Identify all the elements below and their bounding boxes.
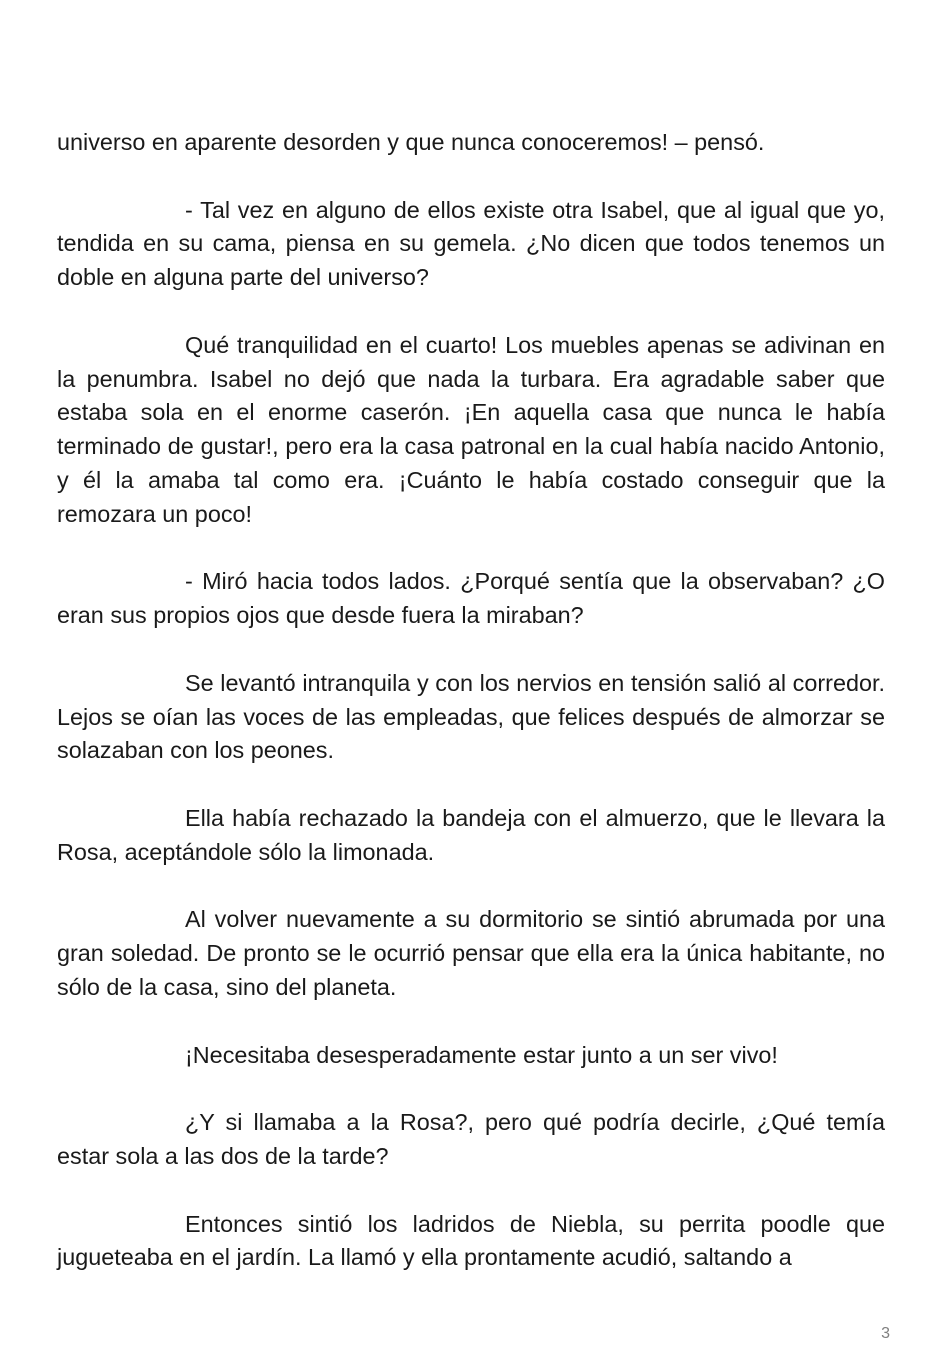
paragraph-8: ¡Necesitaba desesperadamente estar junto a un ser vivo! [185, 1041, 778, 1068]
paragraph-5: Se levantó intranquila y con los nervios en tensión salió al corredor. Lejos se oían las voces de las empleadas, que felices después de almorzar se solazaban con los peones. [57, 669, 885, 764]
paragraph-6: Ella había rechazado la bandeja con el almuerzo, que le llevara la Rosa, aceptándole sólo la limonada. [57, 804, 885, 865]
paragraph-7: Al volver nuevamente a su dormitorio se sintió abrumada por una gran soledad. De pronto se le ocurrió pensar que ella era la única habitante, no sólo de la casa, sino del planeta. [57, 906, 885, 1000]
paragraph-9: ¿Y si llamaba a la Rosa?, pero qué podría decirle, ¿Qué temía estar sola a las dos de la tarde? [57, 1109, 885, 1169]
paragraph-3: Qué tranquilidad en el cuarto! Los muebles apenas se adivinan en la penumbra. Isabel no dejó que nada la turbara. Era agradable saber que estaba sola en el enorme caserón. ¡En aquella casa que nunca le había terminado de gustar!, pero era la casa patronal en la cual había nacido Antonio, y él la amaba tal como era. ¡Cuánto le había costado conseguir que la remozara un poco! [57, 331, 885, 527]
body-text [57, 126, 885, 1309]
page-number: 3 [881, 1325, 890, 1342]
paragraph-1: universo en aparente desorden y que nunca conoceremos! – pensó. [57, 129, 765, 155]
paragraph-4: - Miró hacia todos lados. ¿Porqué sentía que la observaban? ¿O eran sus propios ojos que desde fuera la miraban? [57, 568, 885, 629]
paragraph-2: - Tal vez en alguno de ellos existe otra Isabel, que al igual que yo, tendida en su cama, piensa en su gemela. ¿No dicen que todos tenemos un doble en alguna parte del universo? [57, 196, 885, 291]
paragraph-10: Entonces sintió los ladridos de Niebla, su perrita poodle que jugueteaba en el jardín. La llamó y ella prontamente acudió, saltando a [57, 1210, 885, 1271]
